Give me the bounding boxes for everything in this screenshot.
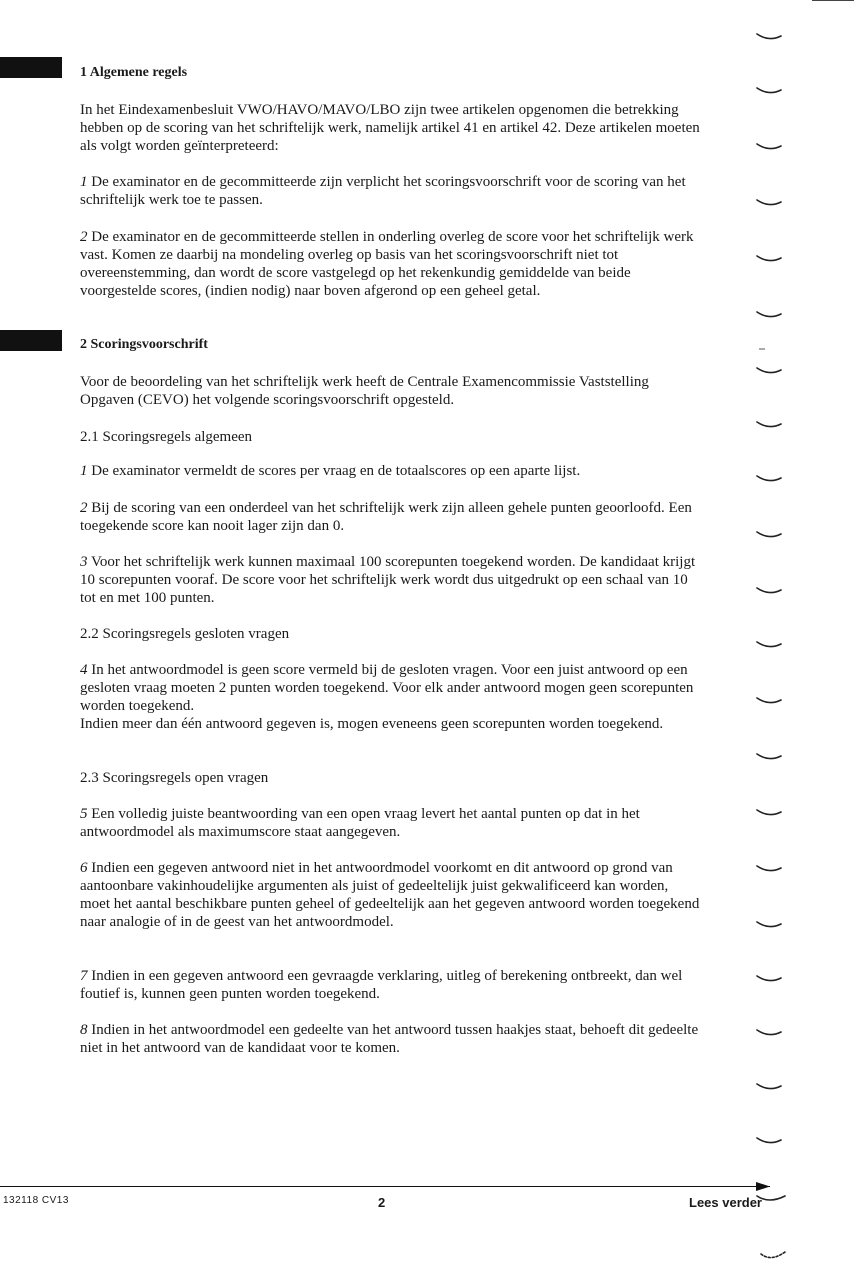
rule-text: De examinator en de gecommitteerde zijn verplicht het scoringsvoorschrift voor de scoring van het schriftelijk werk toe te passen. [80,174,686,208]
rule-number: 2 [80,500,88,516]
rule-paragraph [80,1021,700,1057]
section-2-intro: Voor de beoordeling van het schriftelijk werk heeft de Centrale Examencommissie Vaststelling Opgaven (CEVO) het volgende scoringsvoorschrift opgesteld. [80,374,649,408]
document-code: 132118 CV13 [3,1195,69,1206]
rule-text: De examinator en de gecommitteerde stellen in onderling overleg de score voor het schriftelijk werk vast. Komen ze daarbij na mondeling overleg op basis van het scoringsvoorschrift niet tot overeenstemming, dan wordt de score vastgelegd op het rekenkundig gemiddelde van beide voorgestelde scores, (indien nodig) naar boven afgerond op een geheel getal. [80,229,694,299]
rule-text: In het antwoordmodel is geen score vermeld bij de gesloten vragen. Voor een juist antwoord op een gesloten vraag moeten 2 punten worden toegekend. Voor elk ander antwoord mogen geen scorepunten worden toegekend. [80,662,694,714]
rule-text: De examinator vermeldt de scores per vraag en de totaalscores op een aparte lijst. [91,463,581,479]
subsection-title: 2.3 Scoringsregels open vragen [80,770,269,786]
rule-number: 6 [80,860,88,876]
rule-paragraph [80,967,700,1003]
rule-paragraph [80,173,700,209]
arrow-right-icon [756,1181,770,1192]
rule-number: 8 [80,1022,88,1038]
rule-paragraph [80,859,700,931]
subsection-title: 2.1 Scoringsregels algemeen [80,429,253,445]
rule-number: 7 [80,968,88,984]
rule-number: 5 [80,806,88,822]
rule-text: Voor het schriftelijk werk kunnen maximaal 100 scorepunten toegekend worden. De kandidaat krijgt 10 scorepunten vooraf. De score voor het schriftelijk werk wordt dus uitgedrukt op een schaal van 10 tot en met 100 punten. [80,554,696,606]
binding-hole-marks [755,0,795,1286]
section-marker-bar [0,330,62,351]
subsection-title: 2.2 Scoringsregels gesloten vragen [80,626,290,642]
rule-number: 1 [80,463,88,479]
rule-text: Indien een gegeven antwoord niet in het antwoordmodel voorkomt en dit antwoord op grond van aantoonbare vakinhoudelijke argumenten als juist of gedeeltelijk juist gekwalificeerd kan worden, moet het aantal beschikbare punten geheel of gedeeltelijk aan het gegeven antwoord worden toegekend naar analogie of in de geest van het antwoordmodel. [80,860,700,930]
rule-number: 4 [80,662,88,678]
continue-label: Lees verder [689,1195,762,1210]
page-number: 2 [378,1195,386,1210]
rule-number: 3 [80,554,88,570]
rule-paragraph [80,553,700,607]
rule-text: Indien in een gegeven antwoord een gevraagde verklaring, uitleg of berekening ontbreekt, dan wel foutief is, kunnen geen punten worden toegekend. [80,968,683,1002]
section-marker-bar [0,57,62,78]
rule-paragraph [80,228,700,300]
rule-text: Een volledig juiste beantwoording van een open vraag levert het aantal punten op dat in het antwoordmodel als maximumscore staat aangegeven. [80,806,640,840]
rule-paragraph [80,805,700,841]
section-1-intro: In het Eindexamenbesluit VWO/HAVO/MAVO/LBO zijn twee artikelen opgenomen die betrekking hebben op de scoring van het schriftelijk werk, namelijk artikel 41 en artikel 42. Deze artikelen moeten als volgt worden geïnterpreteerd: [80,102,700,154]
rule-number: 1 [80,174,88,190]
section-2-title: 2 Scoringsvoorschrift [80,337,208,352]
rule-paragraph [80,499,700,535]
rule-paragraph [80,661,700,733]
top-edge-line [812,0,854,1]
rule-text: Bij de scoring van een onderdeel van het schriftelijk werk zijn alleen gehele punten geoorloofd. Een toegekende score kan nooit lager zijn dan 0. [80,500,692,534]
rule-number: 2 [80,229,88,245]
footer-rule [0,1186,770,1187]
section-1-title: 1 Algemene regels [80,65,188,80]
rule-text-extra: Indien meer dan één antwoord gegeven is, mogen eveneens geen scorepunten worden toegekend. [80,716,664,732]
rule-paragraph [80,462,700,480]
rule-text: Indien in het antwoordmodel een gedeelte van het antwoord tussen haakjes staat, behoeft dit gedeelte niet in het antwoord van de kandidaat voor te komen. [80,1022,699,1056]
